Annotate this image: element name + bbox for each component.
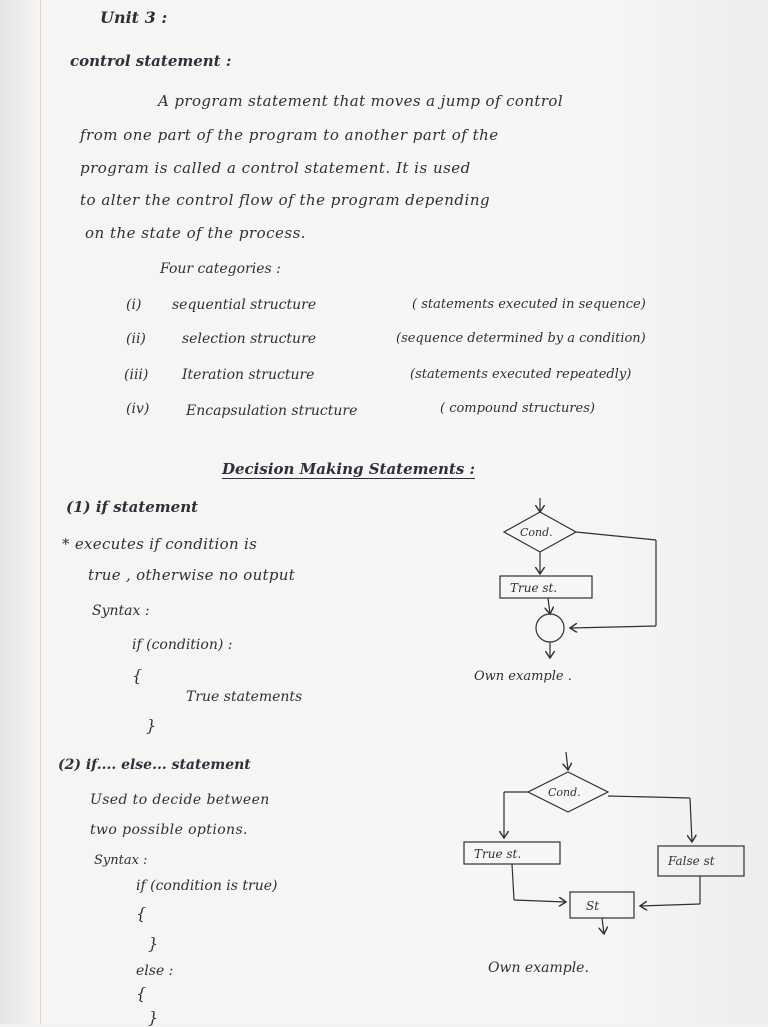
if-else-open-brace-1: { [136,904,147,923]
if-statement-heading: (1) if statement [66,498,199,516]
intro-line-2: from one part of the program to another part of the [80,126,499,144]
category-name: Iteration structure [182,367,315,383]
intro-line-5: on the state of the process. [85,224,307,242]
if-code-line: if (condition) : [132,637,233,653]
if-else-desc-line-2: two possible options. [90,822,248,838]
if-desc-line-2: true , otherwise no output [88,566,296,584]
category-name: Encapsulation structure [186,403,358,419]
if-desc-line-1: * executes if condition is [62,535,258,553]
categories-heading: Four categories : [160,261,281,277]
category-num: (ii) [126,331,146,347]
category-num: (iv) [126,401,150,417]
category-name: selection structure [182,331,317,347]
if-else-false-label: False st [668,854,715,868]
if-else-flow-caption: Own example. [488,960,589,976]
if-open-brace: { [132,666,143,685]
intro-line-4: to alter the control flow of the program depending [80,191,491,209]
if-flow-caption: Own example . [474,669,572,684]
category-desc: ( compound structures) [440,401,595,416]
if-else-code-else: else : [136,963,174,979]
category-desc: ( statements executed in sequence) [412,297,646,312]
if-close-brace: } [146,716,157,735]
unit-title: Unit 3 : [100,8,168,27]
if-cond-label: Cond. [520,526,553,539]
if-else-code-if: if (condition is true) [136,878,278,894]
if-else-true-label: True st. [474,847,522,861]
intro-line-3: program is called a control statement. It is used [80,159,471,177]
category-num: (i) [126,297,142,313]
if-flowchart [500,498,656,658]
control-statement-heading: control statement : [70,52,232,70]
if-body-line: True statements [186,689,303,705]
if-else-st-label: St [586,899,600,913]
if-else-flowchart [464,752,744,934]
if-true-label: True st. [510,581,558,595]
if-else-syntax-label: Syntax : [94,853,148,868]
category-num: (iii) [124,367,149,383]
if-else-cond-label: Cond. [548,786,581,799]
if-else-close-brace-1: } [148,934,159,953]
decision-making-heading: Decision Making Statements : [222,460,476,478]
if-else-open-brace-2: { [136,984,147,1003]
category-desc: (statements executed repeatedly) [410,367,632,382]
category-name: sequential structure [172,297,317,313]
if-syntax-label: Syntax : [92,603,150,619]
if-else-desc-line-1: Used to decide between [90,792,270,808]
category-desc: (sequence determined by a condition) [396,331,646,346]
if-else-close-brace-2: } [148,1008,159,1027]
if-else-st-box [570,892,634,918]
if-connector-circle [536,614,564,642]
intro-line-1: A program statement that moves a jump of control [158,92,564,110]
if-else-statement-heading: (2) if.... else... statement [58,757,251,773]
